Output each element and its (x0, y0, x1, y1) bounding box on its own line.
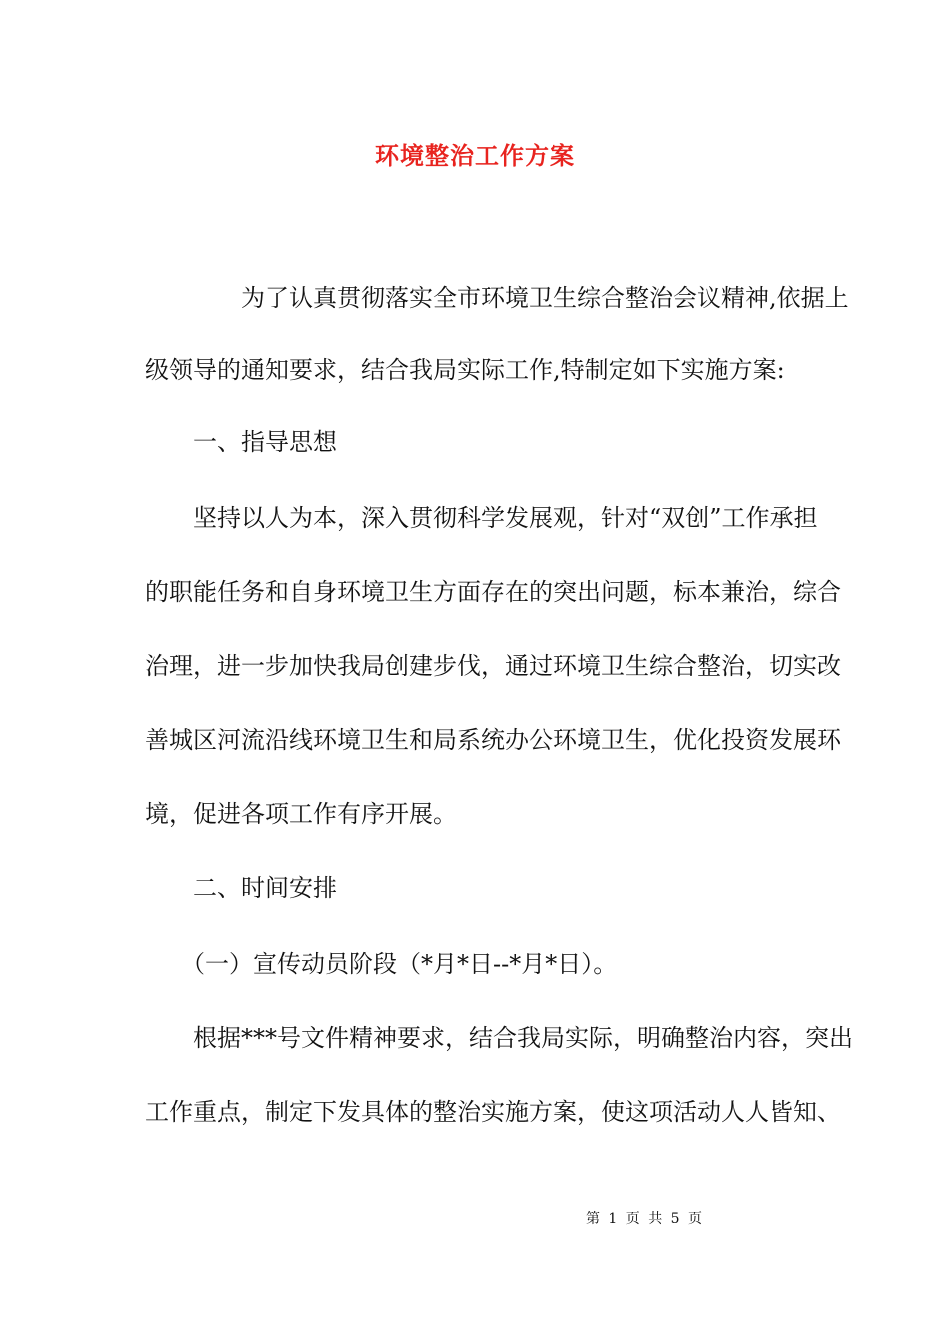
body-line-5: 的职能任务和自身环境卫生方面存在的突出问题，标本兼治，综合 (145, 578, 841, 606)
body-line-8: 境，促进各项工作有序开展。 (145, 800, 457, 828)
body-line-2: 级领导的通知要求，结合我局实际工作,特制定如下实施方案: (145, 356, 785, 384)
body-line-6: 治理，进一步加快我局创建步伐，通过环境卫生综合整治，切实改 (145, 652, 841, 680)
body-line-7: 善城区河流沿线环境卫生和局系统办公环境卫生，优化投资发展环 (145, 726, 841, 754)
section-heading-guiding-thought: 一、指导思想 (145, 428, 337, 456)
document-title: 环境整治工作方案 (375, 141, 575, 170)
body-line-11: 根据***号文件精神要求，结合我局实际，明确整治内容，突出 (145, 1024, 853, 1052)
body-line-4: 坚持以人为本，深入贯彻科学发展观，针对“双创”工作承担 (145, 504, 818, 532)
body-line-1: 为了认真贯彻落实全市环境卫生综合整治会议精神,依据上 (145, 284, 849, 312)
page-number-footer: 第 1 页 共 5 页 (585, 1211, 705, 1227)
subsection-heading-mobilization: （一）宣传动员阶段（*月*日--*月*日）。 (145, 950, 618, 978)
section-heading-schedule: 二、时间安排 (145, 874, 337, 902)
body-line-12: 工作重点，制定下发具体的整治实施方案，使这项活动人人皆知、 (145, 1098, 841, 1126)
